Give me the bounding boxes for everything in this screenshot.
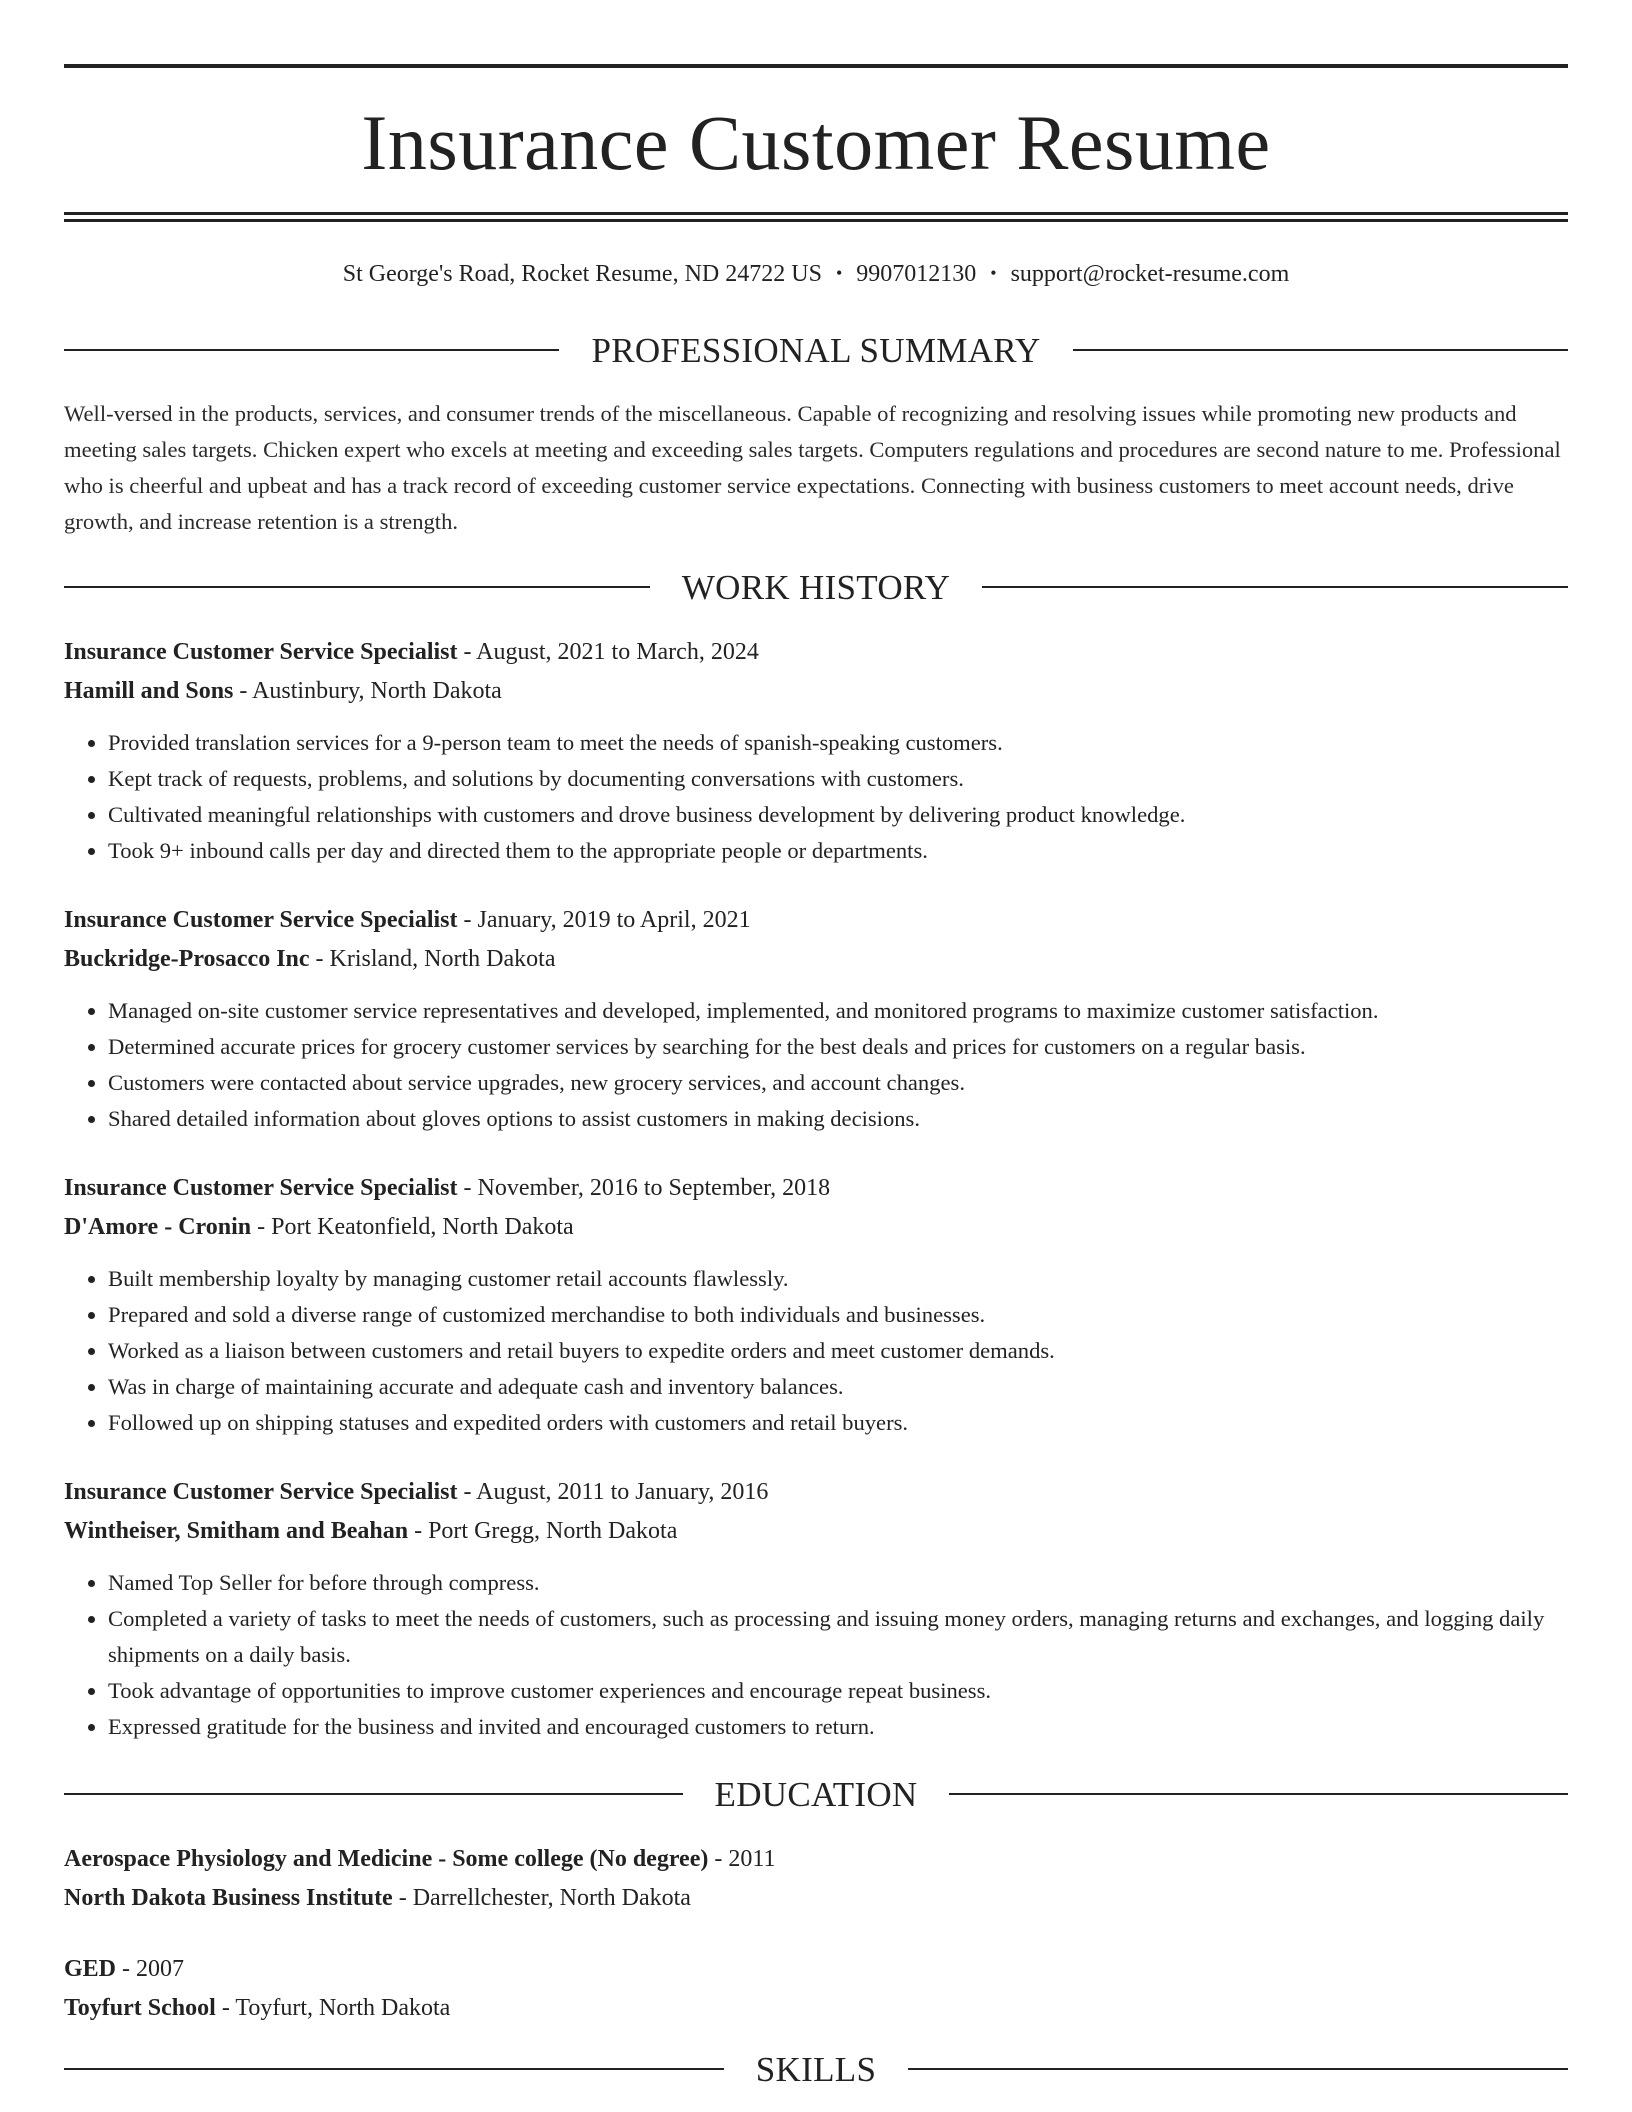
- education-entry: [64, 1950, 1568, 2028]
- heading-rule-left: [64, 1793, 683, 1795]
- education-location: - Toyfurt, North Dakota: [215, 1994, 451, 2021]
- heading-rule-left: [64, 586, 650, 588]
- heading-rule-right: [949, 1793, 1568, 1795]
- education-school-line: [64, 1879, 1568, 1918]
- summary-text: Well-versed in the products, services, and consumer trends of the miscellaneous. Capable of recognizing and resolving issues while promoting new products and meeting sales targets. Chicken expert who excels at meeting and exceeding sales targets. Computers regulations and procedures are second nature to me. Professional who is cheerful and upbeat and has a track record of exceeding customer service expectations. Connecting with business customers to meet account needs, drive growth, and increase retention is a strength.: [64, 400, 1561, 534]
- contact-separator: •: [835, 263, 843, 283]
- contact-email[interactable]: support@rocket-resume.com: [1010, 261, 1290, 287]
- section-heading-label: WORK HISTORY: [681, 567, 951, 607]
- job-location: - Port Keatonfield, North Dakota: [251, 1213, 574, 1240]
- education-degree: Aerospace Physiology and Medicine - Some college (No degree): [64, 1845, 709, 1872]
- education-degree: GED: [64, 1955, 117, 1982]
- heading-rule-left: [64, 2068, 724, 2070]
- job-dates: - November, 2016 to September, 2018: [457, 1174, 831, 1201]
- resume-page: [64, 64, 1568, 2087]
- job-entry: [64, 901, 1568, 1137]
- contact-phone[interactable]: 9907012130: [856, 261, 977, 287]
- job-dates: - August, 2021 to March, 2024: [457, 638, 759, 665]
- job-company: Wintheiser, Smitham and Beahan: [64, 1517, 409, 1544]
- contact-separator: •: [990, 263, 997, 283]
- section-heading-label: PROFESSIONAL SUMMARY: [591, 330, 1041, 370]
- job-title: Insurance Customer Service Specialist: [64, 1174, 458, 1201]
- education-degree-line: [64, 1840, 1568, 1879]
- job-bullet: • Kept track of requests, problems, and solutions by documenting conversations with customers.: [108, 761, 1568, 797]
- job-bullet: • Provided translation services for a 9-person team to meet the needs of spanish-speaking customers.: [108, 725, 1568, 761]
- contact-address: St George's Road, Rocket Resume, ND 24722 US: [342, 261, 822, 287]
- education-entry: [64, 1840, 1568, 1918]
- heading-rule-right: [982, 586, 1568, 588]
- job-title: Insurance Customer Service Specialist: [64, 906, 458, 933]
- job-bullet: • Completed a variety of tasks to meet the needs of customers, such as processing and issuing money orders, managing returns and exchanges, and logging daily shipments on a daily basis.: [108, 1601, 1568, 1673]
- education-location: - Darrellchester, North Dakota: [392, 1884, 691, 1911]
- job-entry: [64, 1169, 1568, 1441]
- job-company: Hamill and Sons: [64, 677, 234, 704]
- job-bullet: • Was in charge of maintaining accurate and adequate cash and inventory balances.: [108, 1369, 1568, 1405]
- section-heading-label: SKILLS: [755, 2049, 877, 2089]
- job-bullets: [64, 1261, 1568, 1441]
- job-title-line: [64, 901, 1568, 940]
- section-heading-work: [64, 567, 1568, 607]
- work-history-list: [64, 633, 1568, 1745]
- job-bullet: • Built membership loyalty by managing customer retail accounts flawlessly.: [108, 1261, 1568, 1297]
- job-bullet: • Followed up on shipping statuses and expedited orders with customers and retail buyers.: [108, 1405, 1568, 1441]
- section-heading-label: EDUCATION: [714, 1774, 918, 1814]
- job-entry: [64, 1473, 1568, 1745]
- job-title: Insurance Customer Service Specialist: [64, 1478, 458, 1505]
- job-entry: [64, 633, 1568, 869]
- job-bullets: [64, 725, 1568, 869]
- top-rule: [64, 64, 1568, 68]
- resume-title: Insurance Customer Resume: [361, 99, 1271, 186]
- education-year: - 2007: [116, 1955, 185, 1982]
- section-heading-summary: [64, 330, 1568, 370]
- section-heading-skills: [64, 2049, 1568, 2089]
- job-title: Insurance Customer Service Specialist: [64, 638, 458, 665]
- education-degree-line: [64, 1950, 1568, 1989]
- job-title-line: [64, 633, 1568, 672]
- education-school-line: [64, 1989, 1568, 2028]
- job-company-line: [64, 940, 1568, 979]
- job-bullet: • Shared detailed information about gloves options to assist customers in making decisions.: [108, 1101, 1568, 1137]
- job-bullets: [64, 993, 1568, 1137]
- heading-rule-left: [64, 349, 559, 351]
- heading-rule-right: [908, 2068, 1568, 2070]
- job-bullet: • Managed on-site customer service representatives and developed, implemented, and monitored programs to maximize customer satisfaction.: [108, 993, 1568, 1029]
- education-school: North Dakota Business Institute: [64, 1884, 393, 1911]
- job-location: - Port Gregg, North Dakota: [408, 1517, 678, 1544]
- job-dates: - August, 2011 to January, 2016: [457, 1478, 769, 1505]
- job-bullet: • Expressed gratitude for the business and invited and encouraged customers to return.: [108, 1709, 1568, 1745]
- job-bullet: • Prepared and sold a diverse range of customized merchandise to both individuals and businesses.: [108, 1297, 1568, 1333]
- job-dates: - January, 2019 to April, 2021: [457, 906, 751, 933]
- education-school: Toyfurt School: [64, 1994, 216, 2021]
- job-company: D'Amore - Cronin: [64, 1213, 252, 1240]
- job-location: - Austinbury, North Dakota: [233, 677, 502, 704]
- job-location: - Krisland, North Dakota: [309, 945, 556, 972]
- title-double-rule: [64, 212, 1568, 222]
- job-bullet: • Customers were contacted about service upgrades, new grocery services, and account changes.: [108, 1065, 1568, 1101]
- section-heading-education: [64, 1774, 1568, 1814]
- job-company: Buckridge-Prosacco Inc: [64, 945, 310, 972]
- job-title-line: [64, 1169, 1568, 1208]
- job-bullet: • Cultivated meaningful relationships with customers and drove business development by delivering product knowledge.: [108, 797, 1568, 833]
- job-company-line: [64, 672, 1568, 711]
- job-bullet: • Named Top Seller for before through compress.: [108, 1565, 1568, 1601]
- job-bullet: • Determined accurate prices for grocery customer services by searching for the best deals and prices for customers on a regular basis.: [108, 1029, 1568, 1065]
- job-title-line: [64, 1473, 1568, 1512]
- education-year: - 2011: [708, 1845, 776, 1872]
- contact-line: [64, 260, 1568, 289]
- job-bullet: • Took advantage of opportunities to improve customer experiences and encourage repeat business.: [108, 1673, 1568, 1709]
- job-company-line: [64, 1208, 1568, 1247]
- job-company-line: [64, 1512, 1568, 1551]
- job-bullets: [64, 1565, 1568, 1745]
- job-bullet: • Took 9+ inbound calls per day and directed them to the appropriate people or departments.: [108, 833, 1568, 869]
- job-bullet: • Worked as a liaison between customers and retail buyers to expedite orders and meet customer demands.: [108, 1333, 1568, 1369]
- heading-rule-right: [1073, 349, 1568, 351]
